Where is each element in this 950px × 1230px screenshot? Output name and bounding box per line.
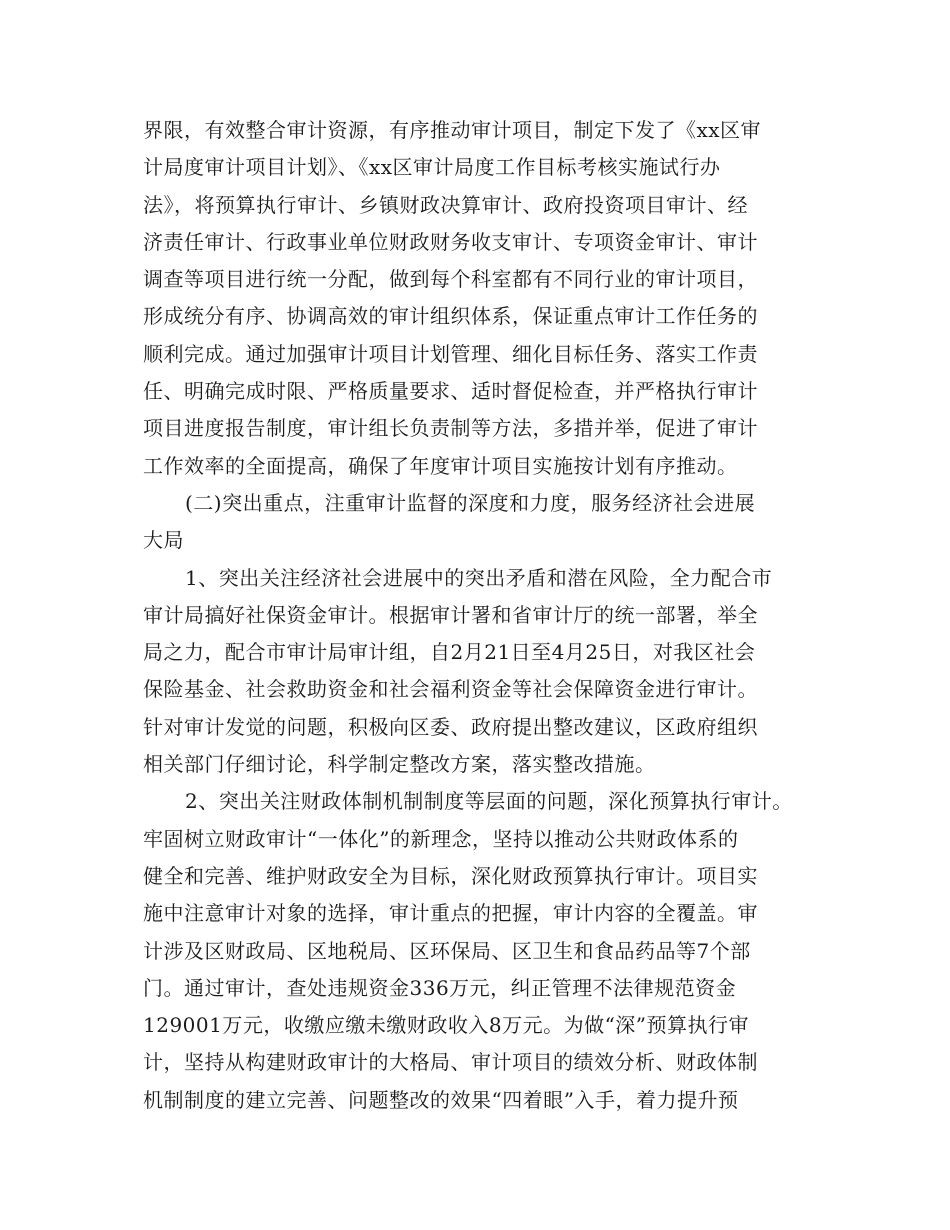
text-line: 形成统分有序、协调高效的审计组织体系，保证重点审计工作任务的 [143,304,758,329]
text-line: 健全和完善、维护财政安全为目标，深化财政预算执行审计。项目实 [143,863,758,888]
text-line: 2、突出关注财政体制机制制度等层面的问题，深化预算执行审计。 [185,789,793,814]
text-line: 界限，有效整合审计资源，有序推动审计项目，制定下发了《xx区审 [143,118,762,142]
text-line: 顺利完成。通过加强审计项目计划管理、细化目标任务、落实工作责 [143,341,758,366]
text-line: 施中注意审计对象的选择，审计重点的把握，审计内容的全覆盖。审 [143,901,758,926]
text-line: 牢固树立财政审计“一体化”的新理念，坚持以推动公共财政体系的 [143,826,739,851]
text-line: (二)突出重点，注重审计监督的深度和力度，服务经济社会进展 [185,490,756,515]
text-line: 计局度审计项目计划》、《xx区审计局度工作目标考核实施试行办 [143,155,721,180]
text-line: 129001万元，收缴应缴未缴财政收入8万元。为做“深”预算执行审 [143,1013,750,1038]
text-line: 任、明确完成时限、严格质量要求、适时督促检查，并严格执行审计 [143,379,758,404]
text-line: 项目进度报告制度，审计组长负责制等方法，多措并举，促进了审计 [143,416,758,441]
text-line: 计涉及区财政局、区地税局、区环保局、区卫生和食品药品等7个部 [143,938,751,963]
document-body [143,112,823,1119]
text-line: 计，坚持从构建财政审计的大格局、审计项目的绩效分析、财政体制 [143,1050,758,1075]
text-line: 1、突出关注经济社会进展中的突出矛盾和潜在风险，全力配合市 [185,565,773,590]
text-line: 调查等项目进行统一分配，做到每个科室都有不同行业的审计项目， [143,267,758,292]
text-line: 针对审计发觉的问题，积极向区委、政府提出整改建议，区政府组织 [143,714,758,739]
text-line: 法》，将预算执行审计、乡镇财政决算审计、政府投资项目审计、经 [143,192,748,217]
text-line: 保险基金、社会救助资金和社会福利资金等社会保障资金进行审计。 [143,677,758,702]
text-line: 相关部门仔细讨论，科学制定整改方案，落实整改措施。 [143,752,656,777]
text-line: 审计局搞好社保资金审计。根据审计署和省审计厅的统一部署，举全 [143,602,758,627]
text-line: 局之力，配合市审计局审计组，自2月21日至4月25日，对我区社会 [143,640,756,665]
text-line: 工作效率的全面提高，确保了年度审计项目实施按计划有序推动。 [143,453,738,478]
text-line: 大局 [143,528,184,553]
text-line: 门。通过审计，查处违规资金336万元，纠正管理不法律规范资金 [143,975,737,1000]
text-line: 济责任审计、行政事业单位财政财务收支审计、专项资金审计、审计 [143,229,758,254]
text-line: 机制制度的建立完善、问题整改的效果“四着眼”入手，着力提升预 [143,1087,739,1112]
